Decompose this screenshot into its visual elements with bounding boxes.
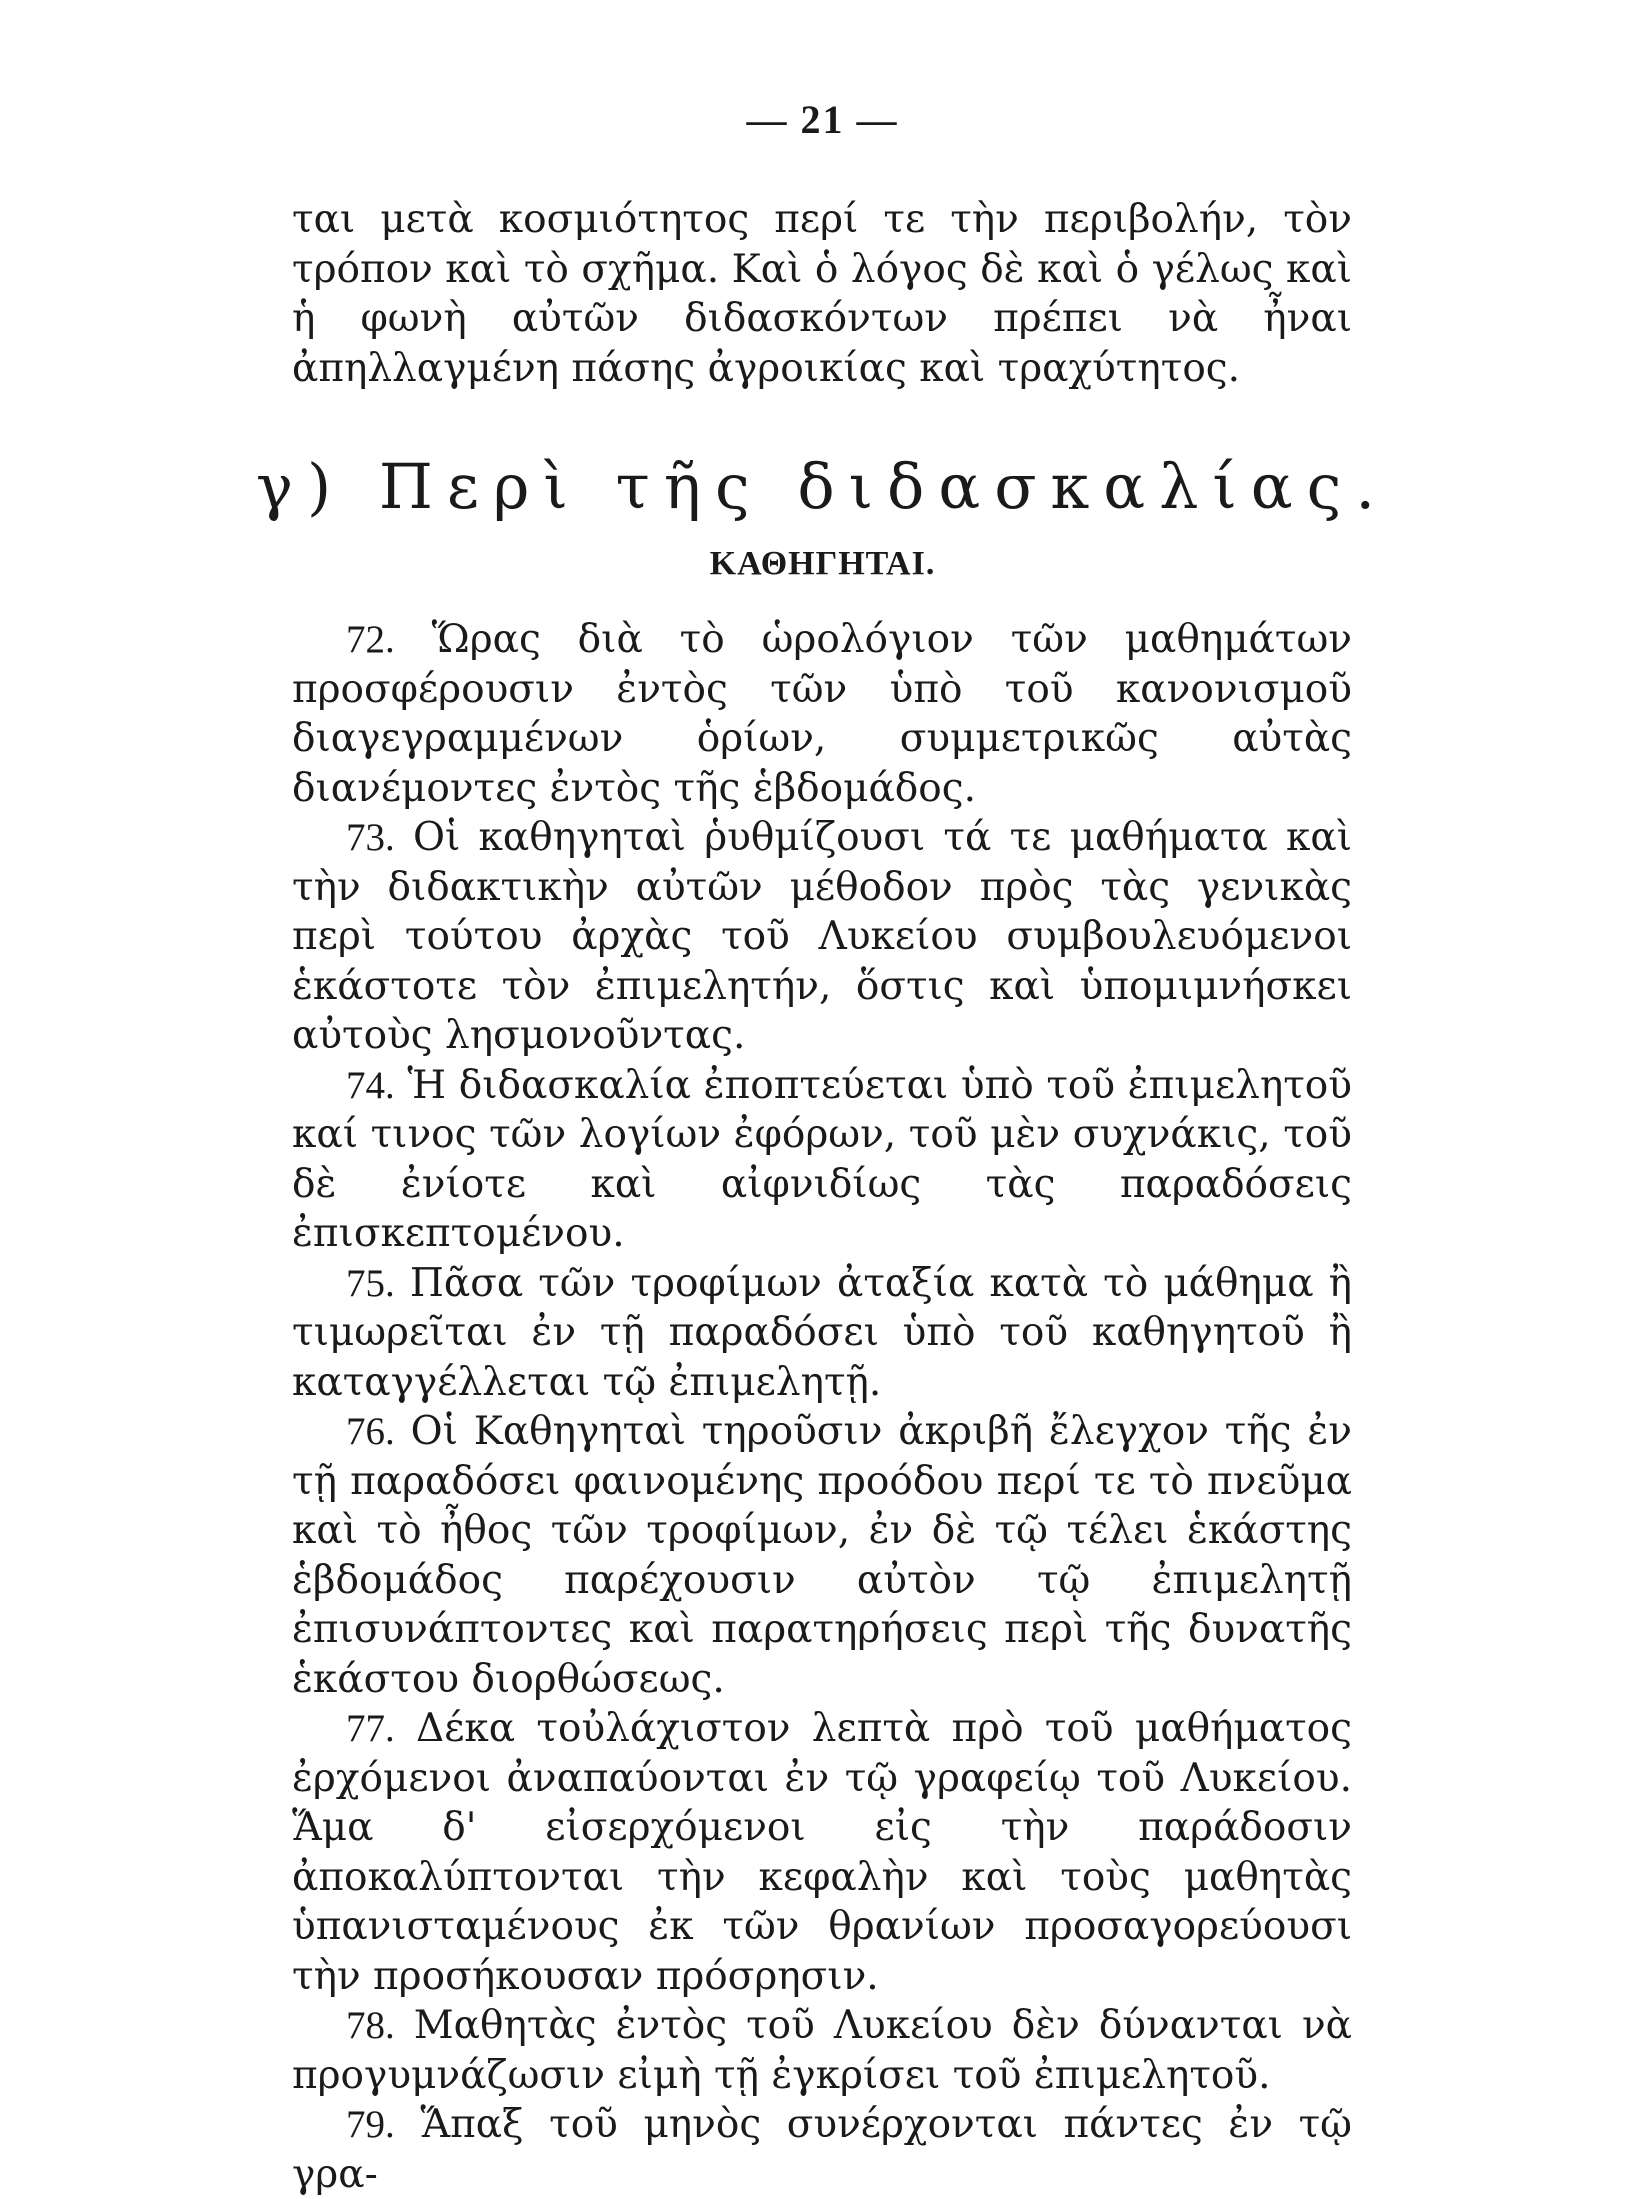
articles-list: [292, 615, 1352, 2199]
article-74: [292, 1061, 1352, 1259]
intro-paragraph: [292, 195, 1352, 393]
article-77: [292, 1704, 1352, 2001]
article-number: 77.: [346, 1707, 395, 1750]
article-text: Οἱ Καθηγηταὶ τηροῦσιν ἀκριβῆ ἔλεγχον τῆς ἐν τῇ παραδόσει φαινομένης προόδου περί τε τὸ πνεῦμα καὶ τὸ ἦθος τῶν τροφίμων, ἐν δὲ τῷ τέλει ἑκάστης ἑβδομάδος παρέχουσιν αὐτὸν τῷ ἐπιμελητῇ ἐπισυνάπτοντες καὶ παρατηρήσεις περὶ τῆς δυνατῆς ἑκάστου διορθώσεως.: [292, 1409, 1352, 1702]
section-subheading: ΚΑΘΗΓΗΤΑΙ.: [709, 545, 936, 582]
article-number: 73.: [346, 816, 395, 859]
article-text: Πᾶσα τῶν τροφίμων ἀταξία κατὰ τὸ μάθημα ἢ τιμωρεῖται ἐν τῇ παραδόσει ὑπὸ τοῦ καθηγητοῦ ἢ καταγγέλλεται τῷ ἐπιμελητῇ.: [292, 1260, 1352, 1405]
page-number: — 21 —: [746, 97, 899, 142]
article-text: Οἱ καθηγηταὶ ῥυθμίζουσι τά τε μαθήματα καὶ τὴν διδακτικὴν αὐτῶν μέθοδον πρὸς τὰς γενικὰς περὶ τούτου ἀρχὰς τοῦ Λυκείου συμβουλευόμενοι ἑκάστοτε τὸν ἐπιμελητήν, ὅστις καὶ ὑπομιμνήσκει αὐτοὺς λησμονοῦντας.: [292, 815, 1352, 1058]
article-text: Δέκα τοὐλάχιστον λεπτὰ πρὸ τοῦ μαθήματος ἐρχόμενοι ἀναπαύονται ἐν τῷ γραφείῳ τοῦ Λυκείου. Ἅμα δ' εἰσερχόμενοι εἰς τὴν παράδοσιν ἀποκαλύπτονται τὴν κεφαλὴν καὶ τοὺς μαθητὰς ὑπανισταμένους ἐκ τῶν θρανίων προσαγορεύουσι τὴν προσήκουσαν πρόσρησιν.: [292, 1706, 1352, 1999]
article-72: [292, 615, 1352, 813]
article-number: 72.: [346, 618, 395, 661]
article-79: [292, 2100, 1352, 2199]
article-number: 76.: [346, 1410, 395, 1453]
article-text: Ὥρας διὰ τὸ ὡρολόγιον τῶν μαθημάτων προσφέρουσιν ἐντὸς τῶν ὑπὸ τοῦ κανονισμοῦ διαγεγραμμένων ὁρίων, συμμετρικῶς αὐτὰς διανέμοντες ἐντὸς τῆς ἑβδομάδος.: [292, 617, 1352, 811]
article-73: [292, 813, 1352, 1061]
article-number: 78.: [346, 2004, 395, 2047]
article-text: Ἡ διδασκαλία ἐποπτεύεται ὑπὸ τοῦ ἐπιμελητοῦ καί τινος τῶν λογίων ἐφόρων, τοῦ μὲν συχνάκις, τοῦ δὲ ἐνίοτε καὶ αἰφνιδίως τὰς παραδόσεις ἐπισκεπτομένου.: [292, 1062, 1352, 1256]
section-heading: γ) Περὶ τῆς διδασκαλίας.: [255, 450, 1390, 523]
article-number: 79.: [346, 2103, 395, 2146]
article-75: [292, 1259, 1352, 1408]
article-text: Ἅπαξ τοῦ μηνὸς συνέρχονται πάντες ἐν τῷ γρα-: [292, 2102, 1352, 2197]
intro-text: ται μετὰ κοσμιότητος περί τε τὴν περιβολήν, τὸν τρόπον καὶ τὸ σχῆμα. Καὶ ὁ λόγος δὲ καὶ ὁ γέλως καὶ ἡ φωνὴ αὐτῶν διδασκόντων πρέπει νὰ ἦναι ἀπηλλαγμένη πάσης ἀγροικίας καὶ τραχύτητος.: [292, 197, 1352, 391]
article-text: Μαθητὰς ἐντὸς τοῦ Λυκείου δὲν δύνανται νὰ προγυμνάζωσιν εἰμὴ τῇ ἐγκρίσει τοῦ ἐπιμελητοῦ.: [292, 2003, 1352, 2098]
article-number: 75.: [346, 1261, 395, 1305]
article-76: [292, 1407, 1352, 1704]
article-number: 74.: [346, 1063, 395, 1107]
article-78: [292, 2001, 1352, 2100]
